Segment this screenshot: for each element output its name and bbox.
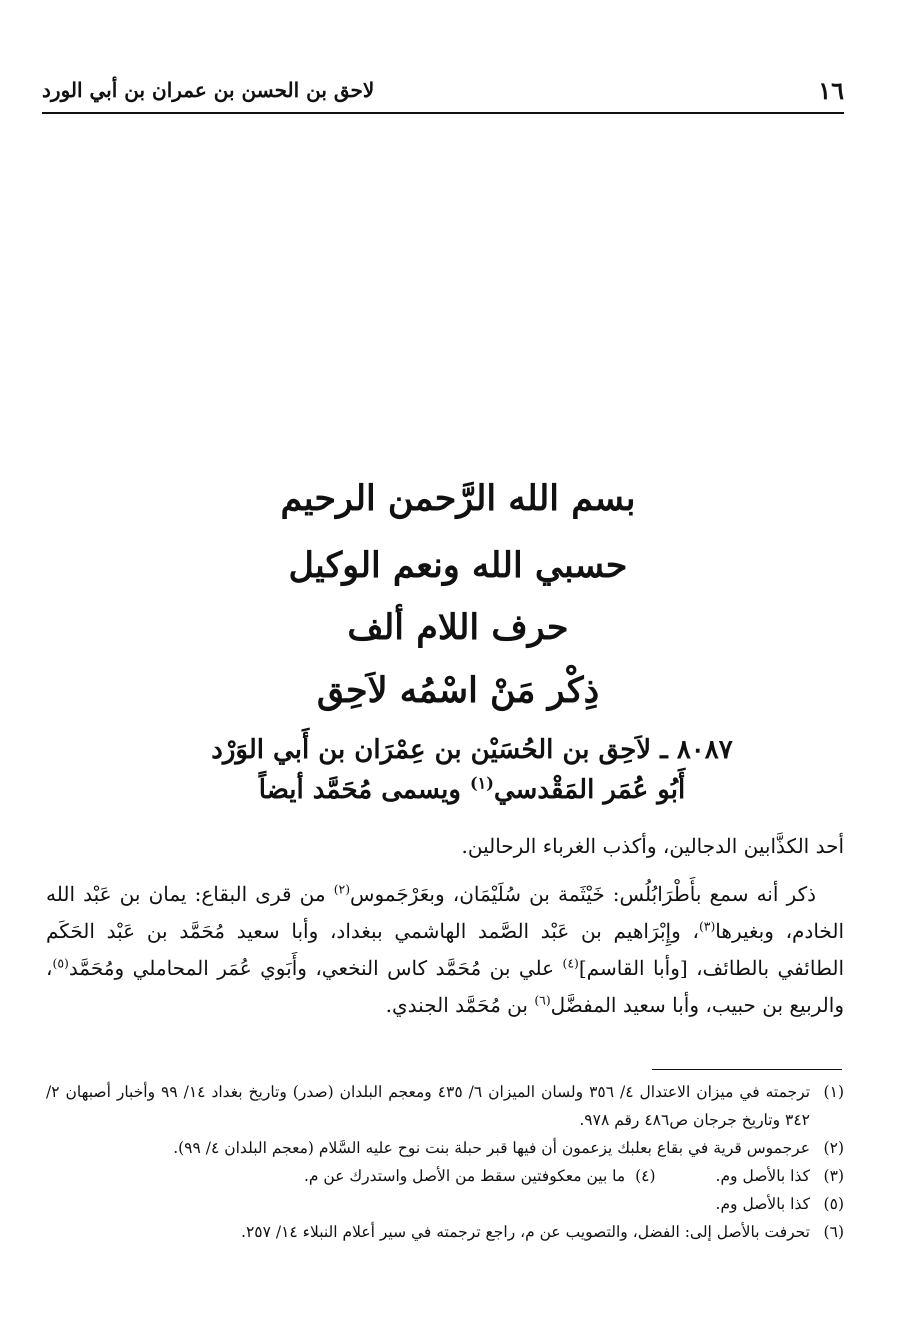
text-segment: علي بن مُحَمَّد كاس النخعي، وأَبَوي عُمَر المحاملي ومُحَمَّد: [68, 956, 563, 980]
text-segment: ذكر أنه سمع بأَطْرَابُلُس: خَيْثَمة بن سُلَيْمَان، وبعَرْجَموس: [350, 882, 816, 906]
footnotes: [46, 1078, 844, 1246]
footnote-marker: (٥): [52, 955, 69, 971]
section-heading: ذِكْر مَنْ اسْمُه لاَحِق: [316, 670, 600, 711]
header-rule: [42, 112, 844, 114]
footnote-6: [46, 1218, 844, 1246]
footnote-marker: (٣): [698, 918, 716, 934]
footnote-rule: [652, 1069, 842, 1070]
text-segment: بن مُحَمَّد الجندي.: [385, 993, 535, 1017]
footnote-5: [46, 1190, 844, 1218]
footnote-text: عرجموس قرية في بقاع بعلبك يزعمون أن فيها قبر حبلة بنت نوح عليه السَّلام (معجم البلدان ٤/ ٩٩).: [173, 1139, 810, 1157]
footnote-number: (٣): [823, 1167, 844, 1185]
footnote-2: [46, 1134, 844, 1162]
entry-title-line-2: [100, 770, 844, 810]
entry-title: [100, 730, 844, 810]
footnote-3-4: [46, 1162, 844, 1190]
running-title: لاحق بن الحسن بن عمران بن أبي الورد: [42, 78, 375, 102]
footnote-text: تحرفت بالأصل إلى: الفضل، والتصويب عن م، راجع ترجمته في سير أعلام النبلاء ١٤/ ٢٥٧.: [241, 1223, 810, 1241]
footnote-number: (٤): [635, 1167, 656, 1185]
hasbi-heading: حسبي الله ونعم الوكيل: [288, 545, 628, 586]
entry-title-line-1: ٨٠٨٧ ـ لاَحِق بن الحُسَيْن بن عِمْرَان بن أَبي الوَرْد: [211, 735, 733, 765]
footnote-number: (١): [823, 1083, 844, 1101]
page-number: ١٦: [818, 75, 844, 105]
footnote-marker: (٤): [562, 955, 579, 971]
footnote-text: ترجمته في ميزان الاعتدال ٤/ ٣٥٦ ولسان الميزان ٦/ ٤٣٥ ومعجم البلدان (صدر) وتاريخ بغداد ١٤/ ٩٩ وأخبار أصبهان ٢/ ٣٤٢ وتاريخ جرجان ص٤٨٦ رقم ٩٧٨.: [46, 1083, 811, 1129]
footnote-text: كذا بالأصل وم.: [715, 1195, 810, 1213]
footnote-marker: (٢): [333, 881, 351, 897]
footnote-marker: (٦): [534, 992, 551, 1008]
footnote-1: [46, 1078, 844, 1134]
entry-kunya: أَبُو عُمَر المَقْدسي: [493, 775, 686, 805]
running-header: [42, 70, 844, 110]
footnote-marker: (١): [469, 773, 494, 793]
text-segment: ، والربيع بن حبيب، وأبا سعيد المفضَّل: [46, 956, 844, 1017]
paragraph-1: أحد الكذَّابين الدجالين، وأكذب الغرباء الرحالين.: [461, 834, 844, 858]
footnote-number: (٢): [823, 1139, 844, 1157]
footnote-text: ما بين معكوفتين سقط من الأصل واستدرك عن م.: [303, 1167, 626, 1185]
basmala-heading: بسم الله الرَّحمن الرحيم: [280, 478, 636, 519]
footnote-number: (٥): [823, 1195, 844, 1213]
entry-alias: ويسمى مُحَمَّد أيضاً: [258, 775, 470, 805]
text-segment: ، وإِبْرَاهيم بن عَبْد الصَّمد الهاشمي ببغداد، وأبا سعيد مُحَمَّد بن عَبْد الحَكَم الطائفي بالطائف، [وأبا القاسم]: [46, 919, 844, 980]
text-segment: من قرى البقاع: يمان بن عَبْد الله الخادم، وبغيرها: [46, 882, 844, 943]
footnote-number: (٦): [823, 1223, 844, 1241]
paragraph-2: [46, 876, 844, 1024]
footnote-text: كذا بالأصل وم.: [715, 1167, 810, 1185]
letter-heading: حرف اللام ألف: [347, 607, 569, 648]
